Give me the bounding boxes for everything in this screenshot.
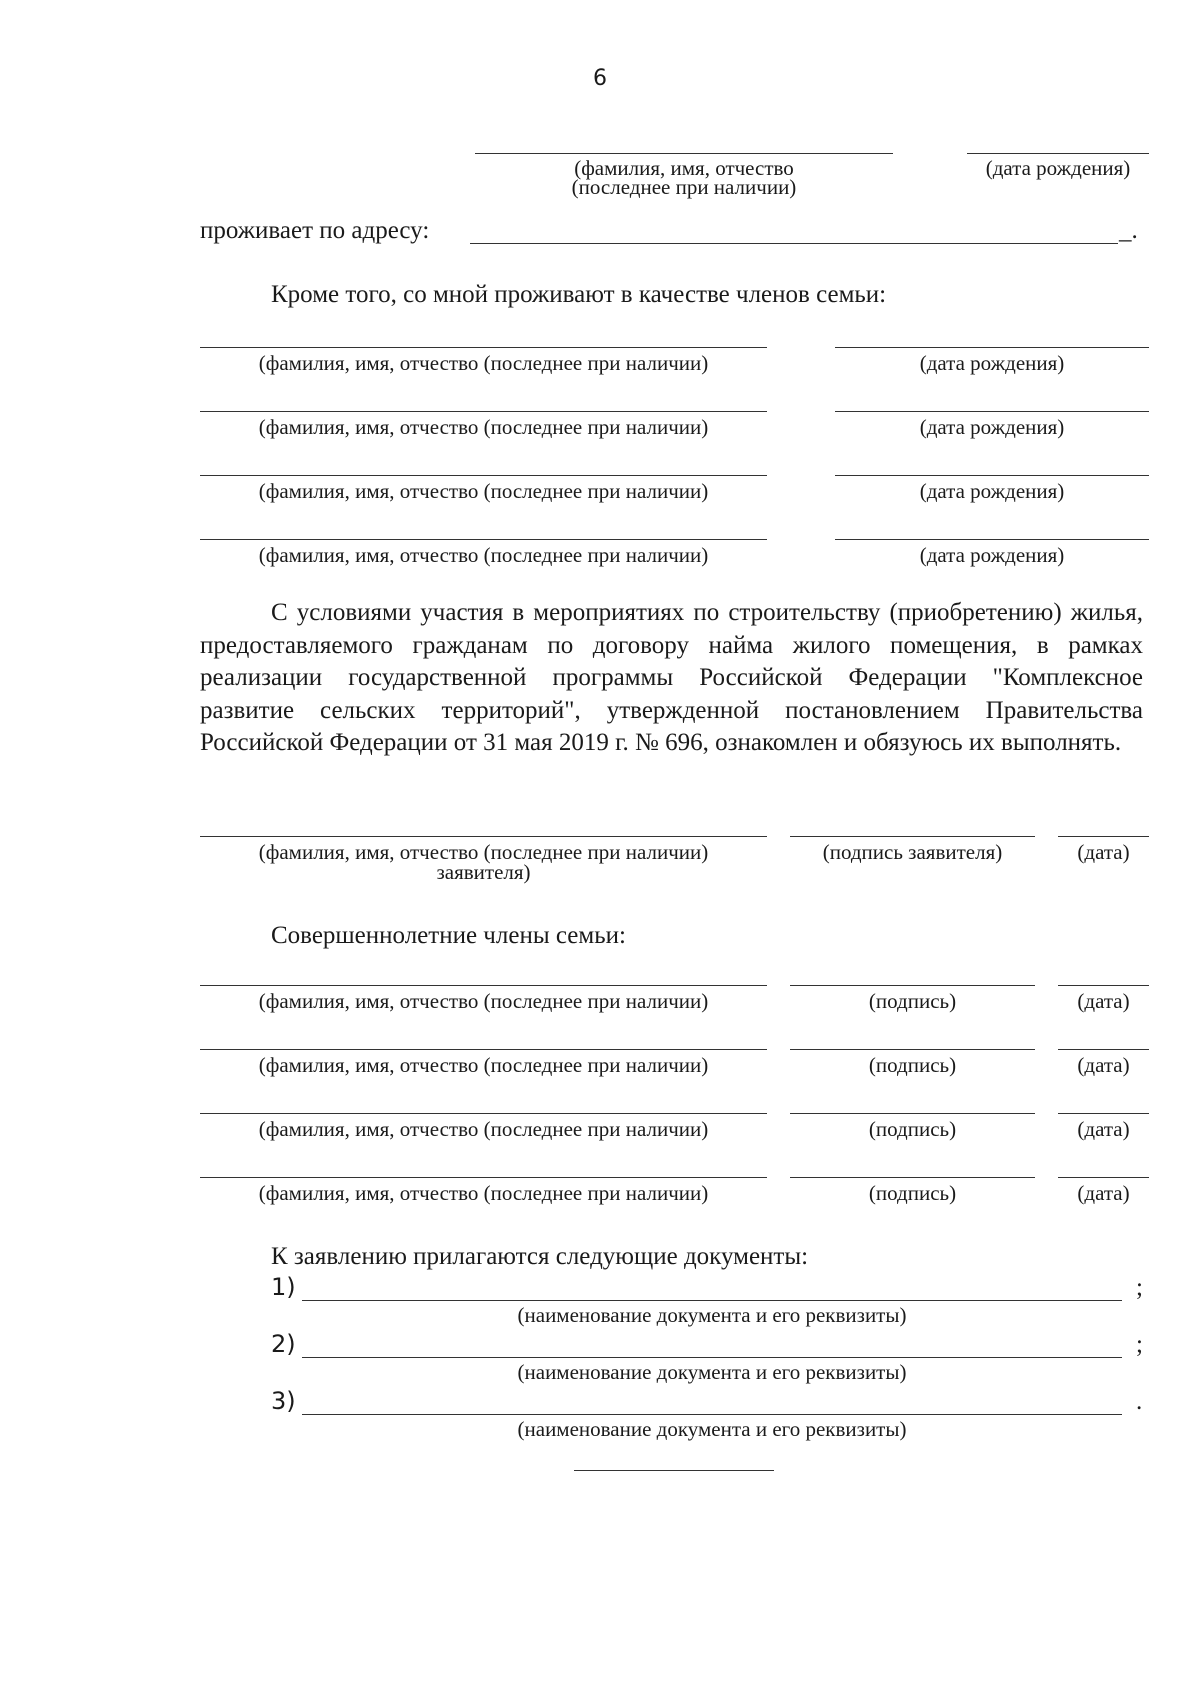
adult-date-line[interactable] (1058, 1049, 1149, 1050)
adult-name-line[interactable] (200, 1177, 767, 1178)
family-birth-line[interactable] (835, 347, 1149, 348)
applicant-sign-name-label-2: заявителя) (436, 860, 531, 884)
attachment-label: (наименование документа и его реквизиты) (517, 1360, 907, 1384)
family-birth-label: (дата рождения) (919, 479, 1065, 503)
adult-signature-label: (подпись) (868, 1117, 957, 1141)
attachment-end-mark: ; (1136, 1274, 1143, 1301)
page-number: 6 (593, 66, 607, 91)
address-suffix: _. (1119, 217, 1138, 244)
applicant-sign-name-line (200, 836, 767, 837)
family-name-line[interactable] (200, 347, 767, 348)
family-name-label: (фамилия, имя, отчество (последнее при наличии) (258, 351, 709, 375)
applicant-birth-label: (дата рождения) (985, 156, 1131, 180)
address-field-line[interactable] (470, 243, 1118, 244)
adult-name-label: (фамилия, имя, отчество (последнее при наличии) (258, 1117, 709, 1141)
attachment-field-line[interactable] (302, 1300, 1122, 1301)
family-birth-label: (дата рождения) (919, 543, 1065, 567)
family-birth-line[interactable] (835, 539, 1149, 540)
applicant-name-label: (фамилия, имя, отчество (574, 156, 794, 180)
adult-date-label: (дата) (1077, 1181, 1130, 1205)
family-name-line[interactable] (200, 539, 767, 540)
family-birth-label: (дата рождения) (919, 415, 1065, 439)
adult-signature-label: (подпись) (868, 1181, 957, 1205)
adult-date-label: (дата) (1077, 989, 1130, 1013)
applicant-name-line (475, 153, 893, 154)
adult-signature-line[interactable] (790, 985, 1035, 986)
attachment-label: (наименование документа и его реквизиты) (517, 1417, 907, 1441)
attachment-label: (наименование документа и его реквизиты) (517, 1303, 907, 1327)
adult-date-line[interactable] (1058, 1113, 1149, 1114)
attachment-field-line[interactable] (302, 1414, 1122, 1415)
attachment-end-mark: . (1136, 1388, 1143, 1415)
attachments-heading: К заявлению прилагаются следующие документы: (271, 1243, 809, 1270)
adult-signature-label: (подпись) (868, 989, 957, 1013)
applicant-name-label-2: (последнее при наличии) (571, 175, 797, 199)
adult-signature-line[interactable] (790, 1177, 1035, 1178)
adult-name-label: (фамилия, имя, отчество (последнее при наличии) (258, 989, 709, 1013)
attachment-number: 2) (271, 1330, 296, 1358)
adult-name-line[interactable] (200, 985, 767, 986)
applicant-sign-name-label: (фамилия, имя, отчество (последнее при наличии) (258, 840, 709, 864)
applicant-sign-date-label: (дата) (1077, 840, 1130, 864)
family-name-label: (фамилия, имя, отчество (последнее при наличии) (258, 415, 709, 439)
attachment-number: 3) (271, 1387, 296, 1415)
adult-name-label: (фамилия, имя, отчество (последнее при наличии) (258, 1053, 709, 1077)
attachment-field-line[interactable] (302, 1357, 1122, 1358)
attachment-number: 1) (271, 1273, 296, 1301)
adult-name-line[interactable] (200, 1113, 767, 1114)
adult-date-label: (дата) (1077, 1117, 1130, 1141)
family-name-label: (фамилия, имя, отчество (последнее при наличии) (258, 479, 709, 503)
adult-signature-line[interactable] (790, 1113, 1035, 1114)
family-name-label: (фамилия, имя, отчество (последнее при наличии) (258, 543, 709, 567)
family-birth-line[interactable] (835, 411, 1149, 412)
applicant-sign-signature-line (790, 836, 1035, 837)
conditions-paragraph: С условиями участия в мероприятиях по строительству (приобретению) жилья, предоставляемого гражданам по договору найма жилого помещения, в рамках реализации государственной программы Российской Федерации "Комплексное развитие сельских территорий", утвержденной постановлением Правительства Российской Федерации от 31 мая 2019 г. № 696, ознакомлен и обязуюсь их выполнять. (200, 599, 1143, 757)
adult-date-line[interactable] (1058, 985, 1149, 986)
closing-rule (574, 1470, 774, 1471)
family-intro: Кроме того, со мной проживают в качестве членов семьи: (271, 281, 887, 308)
adult-date-line[interactable] (1058, 1177, 1149, 1178)
adult-signature-line[interactable] (790, 1049, 1035, 1050)
family-name-line[interactable] (200, 411, 767, 412)
family-name-line[interactable] (200, 475, 767, 476)
adult-members-heading: Совершеннолетние члены семьи: (271, 922, 626, 949)
attachment-end-mark: ; (1136, 1331, 1143, 1358)
family-birth-label: (дата рождения) (919, 351, 1065, 375)
adult-name-label: (фамилия, имя, отчество (последнее при наличии) (258, 1181, 709, 1205)
applicant-birth-line (967, 153, 1149, 154)
applicant-sign-signature-label: (подпись заявителя) (822, 840, 1003, 864)
address-prefix: проживает по адресу: (200, 217, 430, 244)
adult-signature-label: (подпись) (868, 1053, 957, 1077)
adult-name-line[interactable] (200, 1049, 767, 1050)
family-birth-line[interactable] (835, 475, 1149, 476)
applicant-sign-date-line (1058, 836, 1149, 837)
adult-date-label: (дата) (1077, 1053, 1130, 1077)
